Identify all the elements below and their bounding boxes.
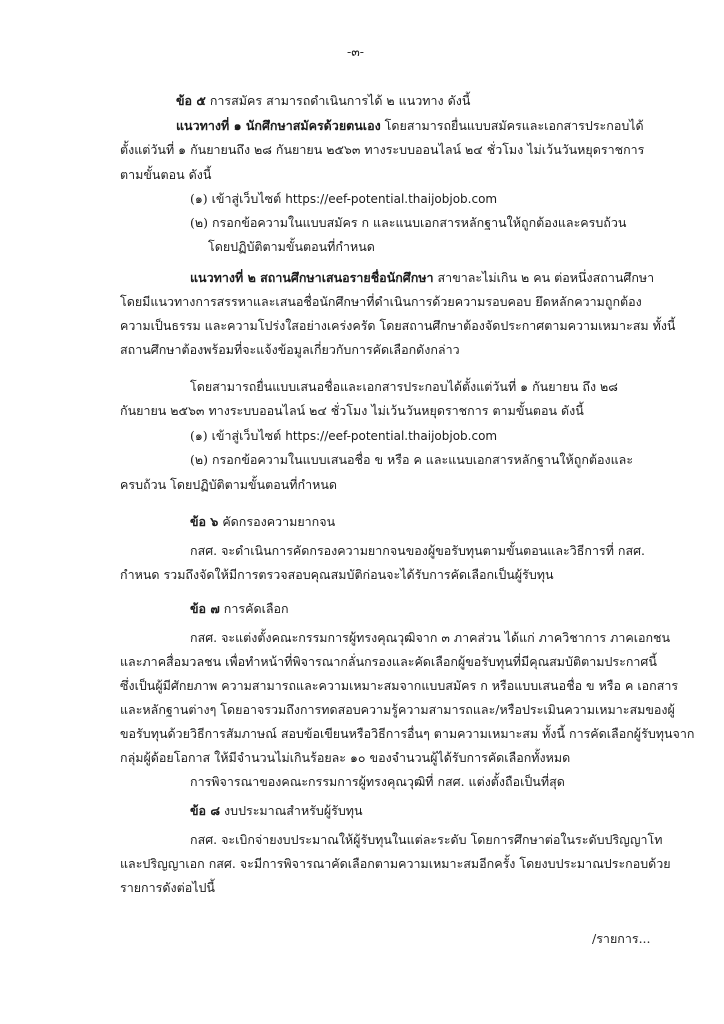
section-7-line-4: และหลักฐานต่างๆ โดยอาจรวมถึงการทดสอบความรู้ความสามารถและ/หรือประเมินความเหมาะสมของผู้	[120, 702, 675, 717]
approach-1-step-2-line-2: โดยปฏิบัติตามขั้นตอนที่กำหนด	[208, 239, 375, 254]
section-7-line-5: ขอรับทุนด้วยวิธีการสัมภาษณ์ สอบข้อเขียนหรือวิธีการอื่นๆ ตามความเหมาะสม ทั้งนี้ การคัดเลือกผู้รับทุนจาก	[120, 726, 695, 741]
approach-1-text: โดยสามารถยื่นแบบสมัครและเอกสารประกอบได้	[380, 118, 644, 133]
section-7-line-2: และภาคสื่อมวลชน เพื่อทำหน้าที่พิจารณากลั่นกรองและคัดเลือกผู้ขอรับทุนที่มีคุณสมบัติตามประกาศนี้	[120, 654, 657, 669]
approach-1-step-2-line-1: (๒) กรอกข้อความในแบบสมัคร ก และแนบเอกสารหลักฐานให้ถูกต้องและครบถ้วน	[190, 215, 627, 230]
section-5-heading	[176, 93, 470, 109]
section-7-heading	[190, 601, 289, 617]
approach-2-step-1-text: (๑) เข้าสู่เว็บไซต์	[190, 428, 286, 443]
section-7-line-7: การพิจารณาของคณะกรรมการผู้ทรงคุณวุฒิที่ กสศ. แต่งตั้งถือเป็นที่สุด	[190, 774, 565, 789]
approach-1-title: แนวทางที่ ๑ นักศึกษาสมัครด้วยตนเอง	[176, 118, 381, 133]
approach-2-line-4: สถานศึกษาต้องพร้อมที่จะแจ้งข้อมูลเกี่ยวกับการคัดเลือกดังกล่าว	[120, 342, 460, 357]
section-6-line-2: กำหนด รวมถึงจัดให้มีการตรวจสอบคุณสมบัติก่อนจะได้รับการคัดเลือกเป็นผู้รับทุน	[120, 567, 554, 582]
approach-1-line-3: ตามขั้นตอน ดังนี้	[120, 167, 212, 182]
approach-2-step-2-line-2: ครบถ้วน โดยปฏิบัติตามขั้นตอนที่กำหนด	[120, 477, 338, 492]
approach-2-line-1	[190, 270, 654, 286]
approach-2-line-6: กันยายน ๒๕๖๓ ทางระบบออนไลน์ ๒๔ ชั่วโมง ไม่เว้นวันหยุดราชการ ตามขั้นตอน ดังนี้	[120, 403, 584, 418]
approach-2-text: สาขาละไม่เกิน ๒ คน ต่อหนึ่งสถานศึกษา	[433, 270, 655, 285]
section-7-title: การคัดเลือก	[219, 601, 289, 616]
approach-1-step-1-text: (๑) เข้าสู่เว็บไซต์	[190, 191, 286, 206]
section-7-line-1: กสศ. จะแต่งตั้งคณะกรรมการผู้ทรงคุณวุฒิจาก ๓ ภาคส่วน ได้แก่ ภาควิชาการ ภาคเอกชน	[190, 630, 671, 645]
section-6-line-1: กสศ. จะดำเนินการคัดกรองความยากจนของผู้ขอรับทุนตามขั้นตอนและวิธีการที่ กสศ.	[190, 543, 646, 558]
section-8-heading	[190, 803, 363, 819]
section-6-number: ข้อ ๖	[190, 514, 219, 529]
section-8-number: ข้อ ๘	[190, 803, 221, 818]
section-7-line-6: กลุ่มผู้ด้อยโอกาส ให้มีจำนวนไม่เกินร้อยละ ๑๐ ของจำนวนผู้ได้รับการคัดเลือกทั้งหมด	[120, 750, 571, 765]
approach-1-step-1	[190, 191, 497, 207]
section-6-title: คัดกรองความยากจน	[218, 514, 336, 529]
section-6-heading	[190, 514, 335, 530]
approach-1-website-link[interactable]: https://eef-potential.thaijobjob.com	[285, 192, 498, 206]
section-8-line-2: และปริญญาเอก กสศ. จะมีการพิจารณาคัดเลือกตามความเหมาะสมอีกครั้ง โดยงบประมาณประกอบด้วย	[120, 856, 671, 871]
approach-2-step-2-line-1: (๒) กรอกข้อความในแบบเสนอชื่อ ข หรือ ค และแนบเอกสารหลักฐานให้ถูกต้องและ	[190, 452, 634, 467]
continuation-marker: /รายการ...	[592, 931, 651, 946]
approach-2-title: แนวทางที่ ๒ สถานศึกษาเสนอรายชื่อนักศึกษา	[190, 270, 434, 285]
section-5-title: การสมัคร สามารถดำเนินการได้ ๒ แนวทาง ดังนี้	[205, 93, 471, 108]
approach-2-line-3: ความเป็นธรรม และความโปร่งใสอย่างเคร่งครัด โดยสถานศึกษาต้องจัดประกาศตามความเหมาะสม ทั้งนี้	[120, 318, 676, 333]
page-number: -๓-	[347, 44, 364, 59]
section-5-number: ข้อ ๕	[176, 93, 206, 108]
approach-2-line-5: โดยสามารถยื่นแบบเสนอชื่อและเอกสารประกอบได้ตั้งแต่วันที่ ๑ กันยายน ถึง ๒๘	[190, 379, 618, 394]
section-7-number: ข้อ ๗	[190, 601, 220, 616]
approach-1-line-2: ตั้งแต่วันที่ ๑ กันยายนถึง ๒๘ กันยายน ๒๕๖๓ ทางระบบออนไลน์ ๒๔ ชั่วโมง ไม่เว้นวันหยุดราชการ	[120, 142, 645, 157]
approach-2-line-2: โดยมีแนวทางการสรรหาและเสนอชื่อนักศึกษาที่ดำเนินการด้วยความรอบคอบ ยึดหลักความถูกต้อง	[120, 294, 642, 309]
approach-1-line-1	[176, 118, 644, 134]
section-8-line-1: กสศ. จะเบิกจ่ายงบประมาณให้ผู้รับทุนในแต่ละระดับ โดยการศึกษาต่อในระดับปริญญาโท	[190, 832, 663, 847]
section-8-line-3: รายการดังต่อไปนี้	[120, 880, 215, 895]
section-7-line-3: ซึ่งเป็นผู้มีศักยภาพ ความสามารถและความเหมาะสมจากแบบสมัคร ก หรือแบบเสนอชื่อ ข หรือ ค เอกสาร	[120, 678, 679, 693]
approach-2-step-1	[190, 428, 497, 444]
approach-2-website-link[interactable]: https://eef-potential.thaijobjob.com	[285, 429, 498, 443]
section-8-title: งบประมาณสำหรับผู้รับทุน	[220, 803, 363, 818]
